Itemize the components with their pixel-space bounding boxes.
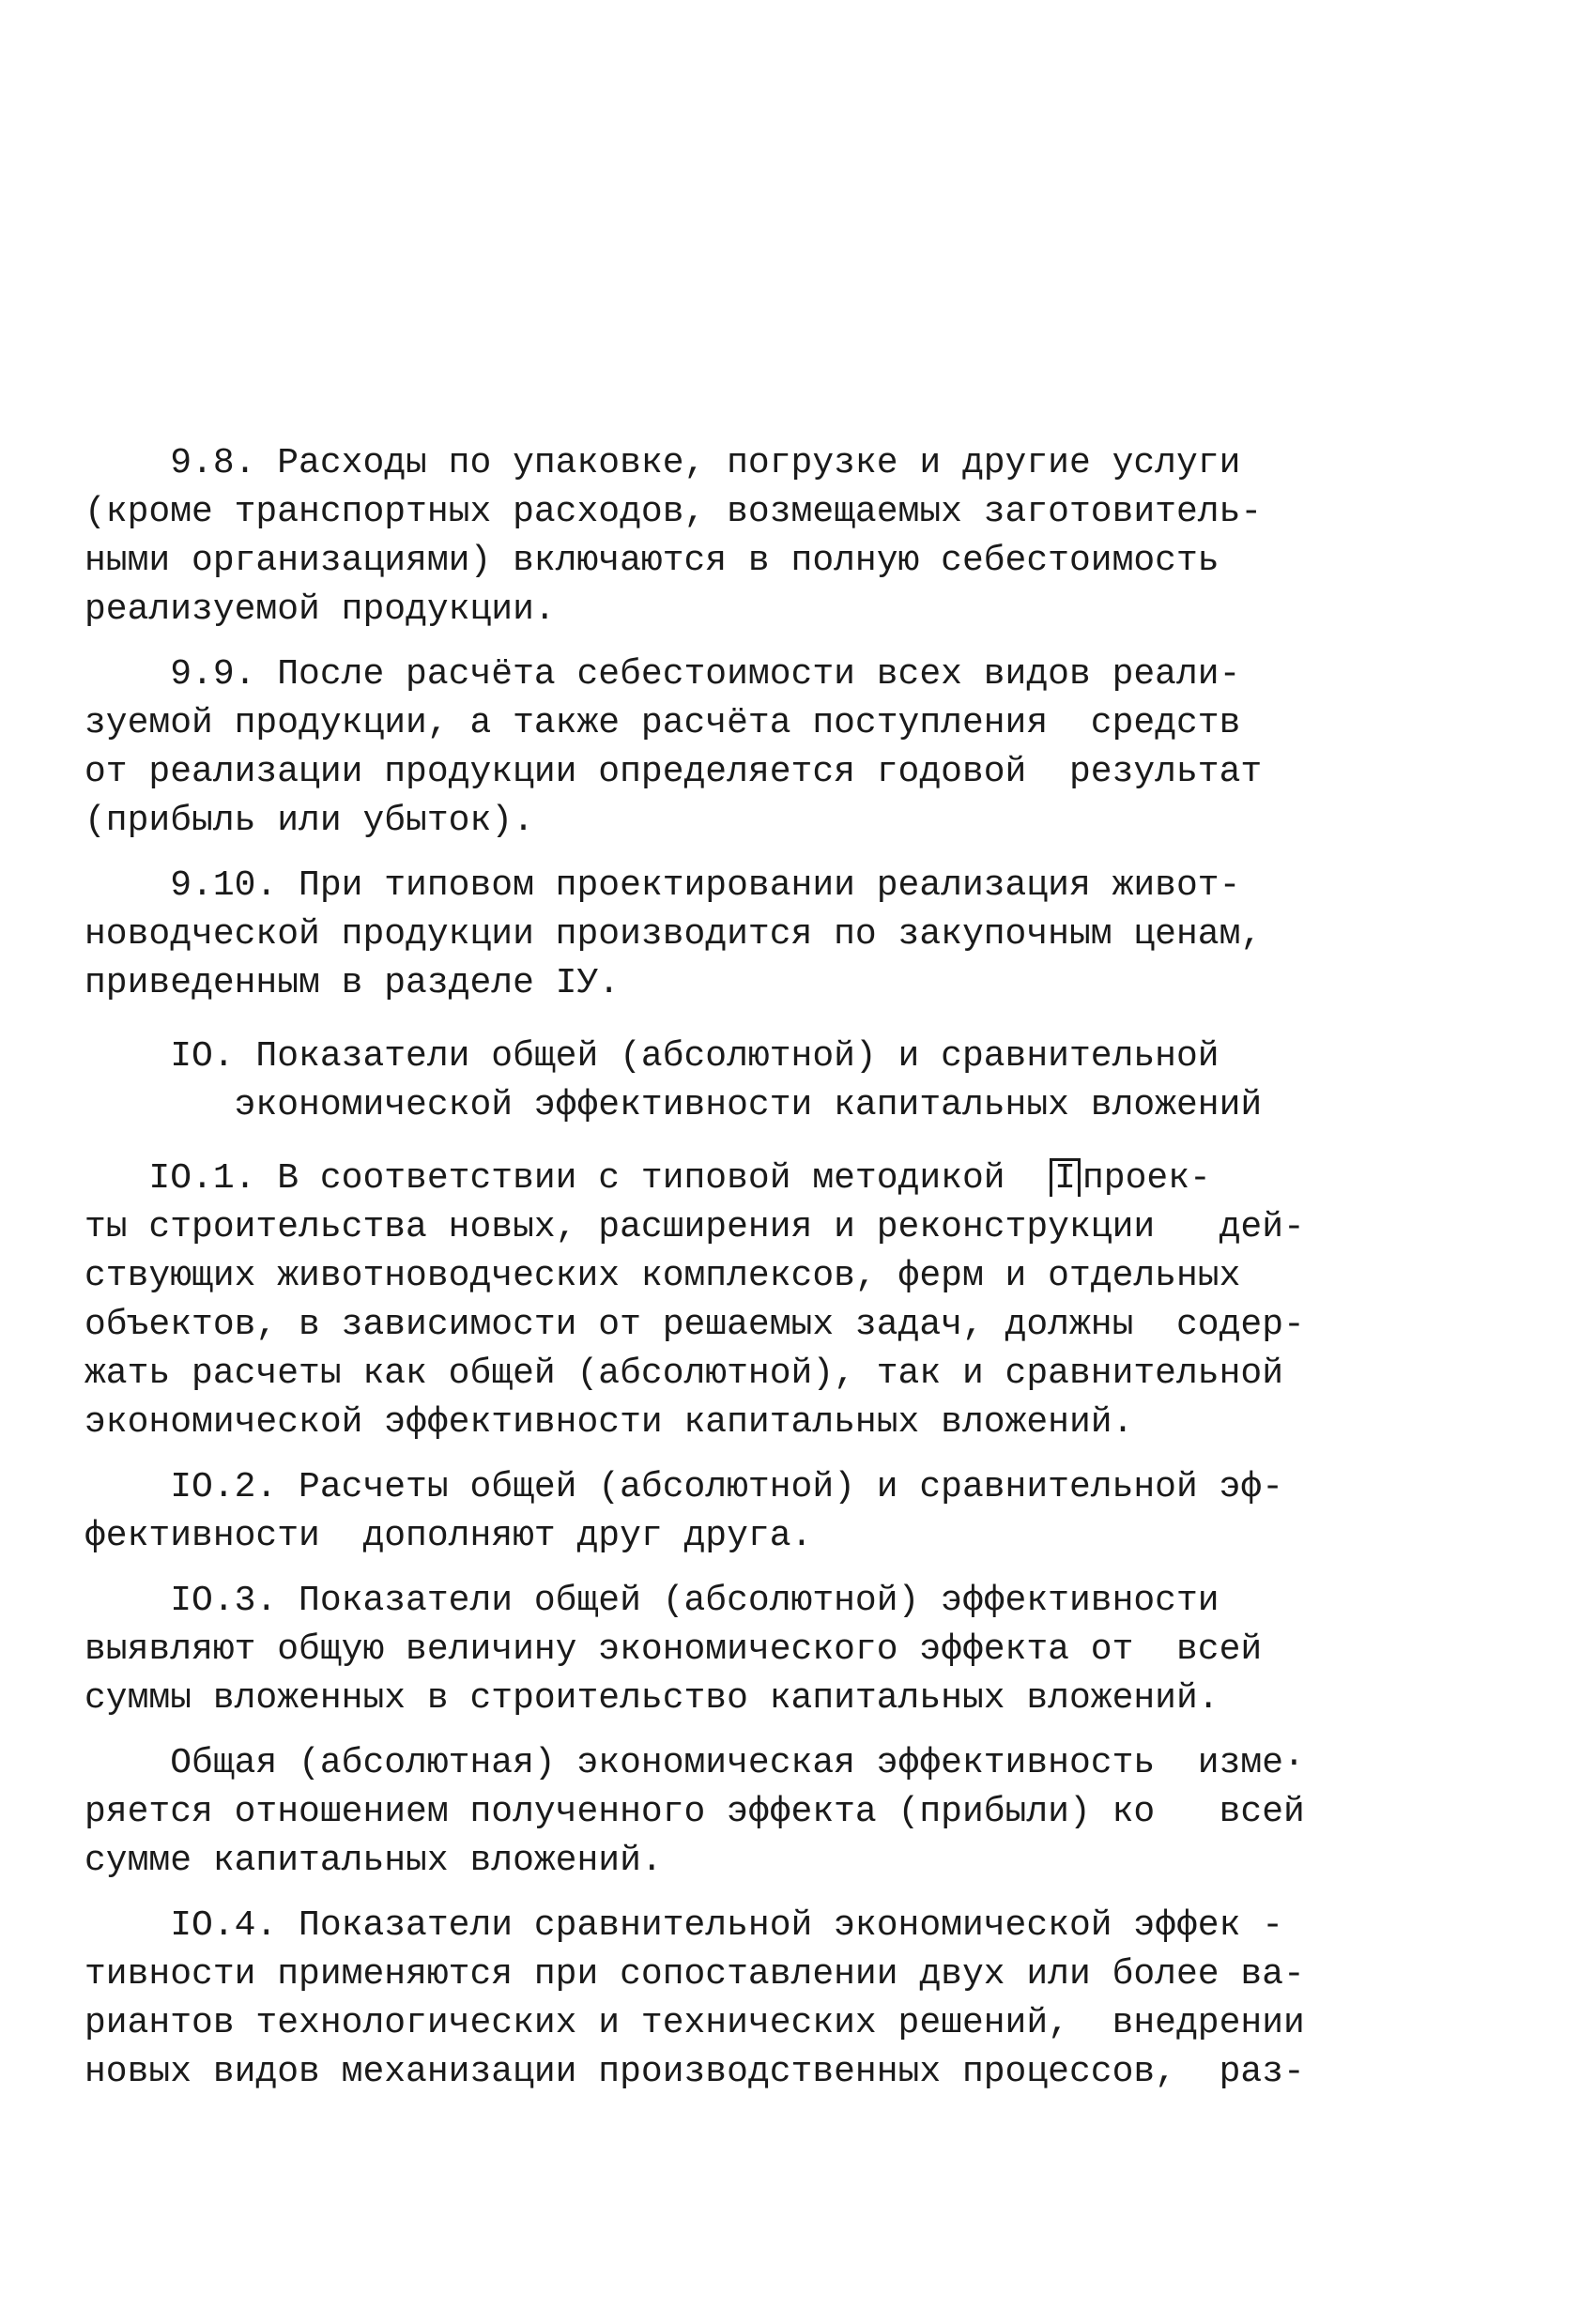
text-line: новых видов механизации производственных процессов, раз- bbox=[84, 2052, 1305, 2092]
text-line: 9.8. Расходы по упаковке, погрузке и другие услуги bbox=[84, 443, 1241, 483]
text-line: новодческой продукции производится по закупочным ценам, bbox=[84, 914, 1263, 955]
text-line: ты строительства новых, расширения и реконструкции дей- bbox=[84, 1207, 1305, 1247]
text-line: жать расчеты как общей (абсолютной), так и сравнительной bbox=[84, 1353, 1284, 1394]
text-line: выявляют общую величину экономического эффекта от всей bbox=[84, 1629, 1263, 1670]
heading-line: IO. Показатели общей (абсолютной) и сравнительной bbox=[84, 1036, 1220, 1077]
paragraph-9-8 bbox=[84, 439, 1263, 635]
text-fragment: проек- bbox=[1081, 1158, 1211, 1199]
paragraph-10-4 bbox=[84, 1902, 1305, 2097]
text-line: Общая (абсолютная) экономическая эффективность изме· bbox=[84, 1743, 1305, 1783]
text-line: объектов, в зависимости от решаемых задач, должны содер- bbox=[84, 1305, 1305, 1345]
text-line: (прибыль или убыток). bbox=[84, 801, 534, 841]
text-line: экономической эффективности капитальных вложений. bbox=[84, 1402, 1134, 1443]
section-heading-10 bbox=[84, 1032, 1263, 1130]
text-line: зуемой продукции, а также расчёта поступления средств bbox=[84, 703, 1241, 743]
text-line: IO.3. Показатели общей (абсолютной) эффективности bbox=[84, 1581, 1220, 1621]
text-line: ствующих животноводческих комплексов, ферм и отдельных bbox=[84, 1256, 1241, 1296]
text-line: 9.9. После расчёта себестоимости всех видов реали- bbox=[84, 654, 1241, 695]
paragraph-10-3 bbox=[84, 1577, 1263, 1723]
paragraph-9-9 bbox=[84, 650, 1263, 846]
text-line: фективности дополняют друг друга. bbox=[84, 1516, 813, 1556]
text-line: ряется отношением полученного эффекта (прибыли) ко всей bbox=[84, 1792, 1305, 1832]
text-line: ными организациями) включаются в полную себестоимость bbox=[84, 541, 1220, 581]
reference-bracket: I bbox=[1050, 1158, 1081, 1197]
text-line: приведенным в разделе IУ. bbox=[84, 963, 621, 1003]
heading-line: экономической эффективности капитальных вложений bbox=[84, 1085, 1263, 1125]
text-line: суммы вложенных в строительство капитальных вложений. bbox=[84, 1678, 1220, 1719]
text-line: сумме капитальных вложений. bbox=[84, 1841, 663, 1881]
document-body bbox=[84, 439, 1305, 2113]
text-line: тивности применяются при сопоставлении двух или более ва- bbox=[84, 1954, 1305, 1995]
text-line: реализуемой продукции. bbox=[84, 589, 556, 630]
paragraph-9-10 bbox=[84, 862, 1263, 1008]
text-line: IO.4. Показатели сравнительной экономической эффек - bbox=[84, 1905, 1284, 1946]
paragraph-10-2 bbox=[84, 1463, 1284, 1561]
text-line: от реализации продукции определяется годовой результат bbox=[84, 752, 1263, 792]
text-line: (кроме транспортных расходов, возмещаемых заготовитель- bbox=[84, 492, 1263, 532]
paragraph-10-1 bbox=[84, 1154, 1305, 1447]
text-line: IO.2. Расчеты общей (абсолютной) и сравнительной эф- bbox=[84, 1467, 1284, 1507]
text-line: 9.10. При типовом проектировании реализация живот- bbox=[84, 865, 1241, 906]
text-fragment: IO.1. В соответствии с типовой методикой bbox=[84, 1158, 1049, 1199]
text-line bbox=[84, 1154, 1230, 1203]
paragraph-absolute-efficiency bbox=[84, 1739, 1305, 1886]
text-line: риантов технологических и технических решений, внедрении bbox=[84, 2003, 1305, 2043]
